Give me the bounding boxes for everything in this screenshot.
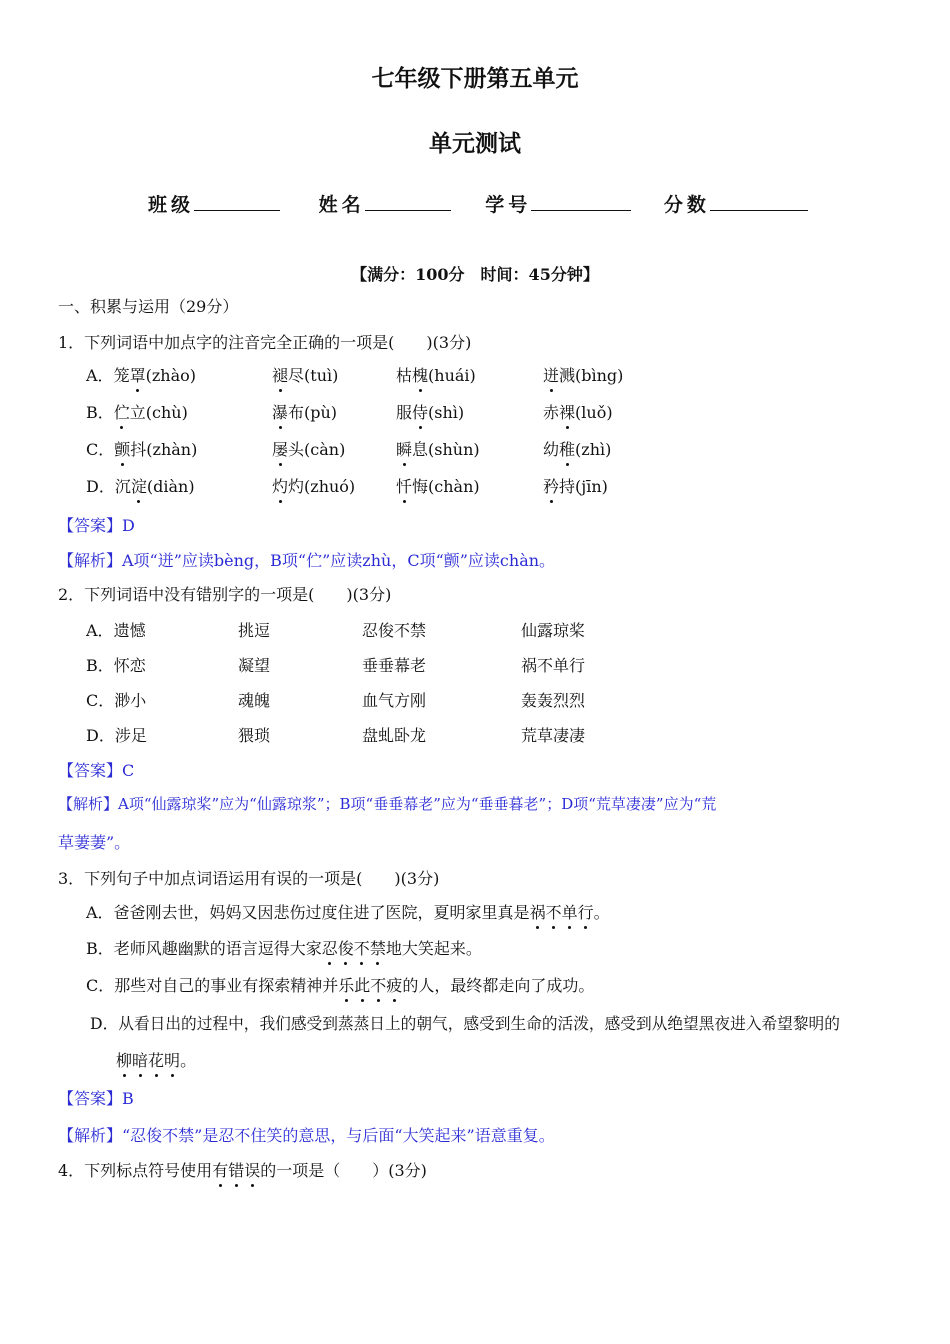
score-blank[interactable] [710,209,808,211]
q2-answer: 【答案】C [58,761,135,780]
q2-c-w3: 血气方刚 [362,691,427,710]
class-label: 班级 [148,194,195,216]
id-label: 学号 [485,194,532,216]
q1-a-word2: 褪尽(tuì) [272,363,338,386]
q2-a-w4: 仙露琼桨 [521,621,586,640]
q2-a-w2: 挑逗 [238,621,271,640]
q1-stem: 1．下列词语中加点字的注音完全正确的一项是( )(3分) [58,333,472,352]
q2-c-w4: 轰轰烈烈 [521,691,586,710]
q2-option-a: A．遗憾 [86,621,146,640]
q1-c-word3: 瞬息(shùn) [396,437,480,460]
exam-meta: 【满分：100分 时间：45分钟】 [351,265,599,284]
q3-option-d: D．从看日出的过程中，我们感受到蒸蒸日上的朝气，感受到生命的活泼，感受到从绝望黑夜进入希望黎明的 [90,1014,840,1033]
section-heading: 一、积累与运用（29分） [58,297,239,316]
q2-d-w4: 荒草凄凄 [521,726,586,745]
q1-answer: 【答案】D [58,516,135,535]
q2-option-d: D．涉足 [86,726,147,745]
q2-stem: 2．下列词语中没有错别字的一项是( )(3分) [58,585,392,604]
q2-option-b: B．怀恋 [86,656,146,675]
id-blank[interactable] [531,209,631,211]
q1-analysis: 【解析】A项“迸”应读bèng，B项“伫”应读zhù，C项“颤”应读chàn。 [58,551,556,570]
q2-d-w2: 猥琐 [238,726,271,745]
class-blank[interactable] [194,209,280,211]
q3-stem: 3．下列句子中加点词语运用有误的一项是( )(3分) [58,869,440,888]
q3-answer: 【答案】B [58,1089,134,1108]
q2-a-w3: 忍俊不禁 [362,621,427,640]
q1-d-word3: 忏悔(chàn) [396,474,480,497]
q2-option-c: C．渺小 [86,691,147,710]
q1-option-d: D．沉淀(diàn) [86,474,195,497]
q1-a-word3: 枯槐(huái) [396,363,476,386]
q2-analysis: 【解析】A项“仙露琼桨”应为“仙露琼浆”；B项“垂垂幕老”应为“垂垂暮老”；D项“荒草凄凄”应为“荒 [58,795,717,813]
q2-b-w3: 垂垂幕老 [362,656,427,675]
q1-option-b: B．伫立(chù) [86,400,188,423]
q3-option-d-cont: 柳暗花明。 [116,1048,196,1071]
page-title: 七年级下册第五单元 [371,66,579,92]
student-info-fields [148,190,808,217]
q3-option-b: B．老师风趣幽默的语言逗得大家忍俊不禁地大笑起来。 [86,936,482,959]
q3-c-dotted: 乐此不疲 [338,976,402,995]
q1-option-c: C．颤抖(zhàn) [86,437,197,460]
q3-analysis: 【解析】“忍俊不禁”是忍不住笑的意思，与后面“大笑起来”语意重复。 [58,1126,555,1145]
q1-b-word2: 瀑布(pù) [272,400,337,423]
q3-option-a: A．爸爸刚去世，妈妈又因悲伤过度住进了医院，夏明家里真是祸不单行。 [86,900,610,923]
q2-c-w2: 魂魄 [238,691,271,710]
q3-option-c: C．那些对自己的事业有探索精神并乐此不疲的人，最终都走向了成功。 [86,973,594,996]
name-blank[interactable] [365,209,451,211]
q4-dotted: 有错误 [212,1161,260,1180]
q1-d-word4: 矜持(jīn) [543,474,608,497]
q1-c-word4: 幼稚(zhì) [543,437,611,460]
q2-d-w3: 盘虬卧龙 [362,726,427,745]
score-label: 分数 [663,194,710,216]
q1-c-word2: 屡头(càn) [272,437,345,460]
q2-b-w2: 凝望 [238,656,271,675]
q1-d-word2: 灼灼(zhuó) [272,474,355,497]
q4-stem: 4．下列标点符号使用有错误的一项是（ ）(3分) [58,1158,427,1181]
page-subtitle: 单元测试 [429,131,521,157]
q1-b-word4: 赤裸(luǒ) [543,400,613,423]
q3-a-dotted: 祸不单行 [530,903,594,922]
q3-d-dotted: 柳暗花明 [116,1051,180,1070]
q1-b-word3: 服侍(shì) [396,400,464,423]
q3-b-dotted: 忍俊不禁 [322,939,386,958]
q1-a-word4: 迸溅(bìng) [543,363,623,386]
name-label: 姓名 [318,194,365,216]
q1-option-a: A．笼罩(zhào) [86,363,196,386]
q2-b-w4: 祸不单行 [521,656,586,675]
q2-analysis-cont: 草萋萋”。 [58,833,131,852]
